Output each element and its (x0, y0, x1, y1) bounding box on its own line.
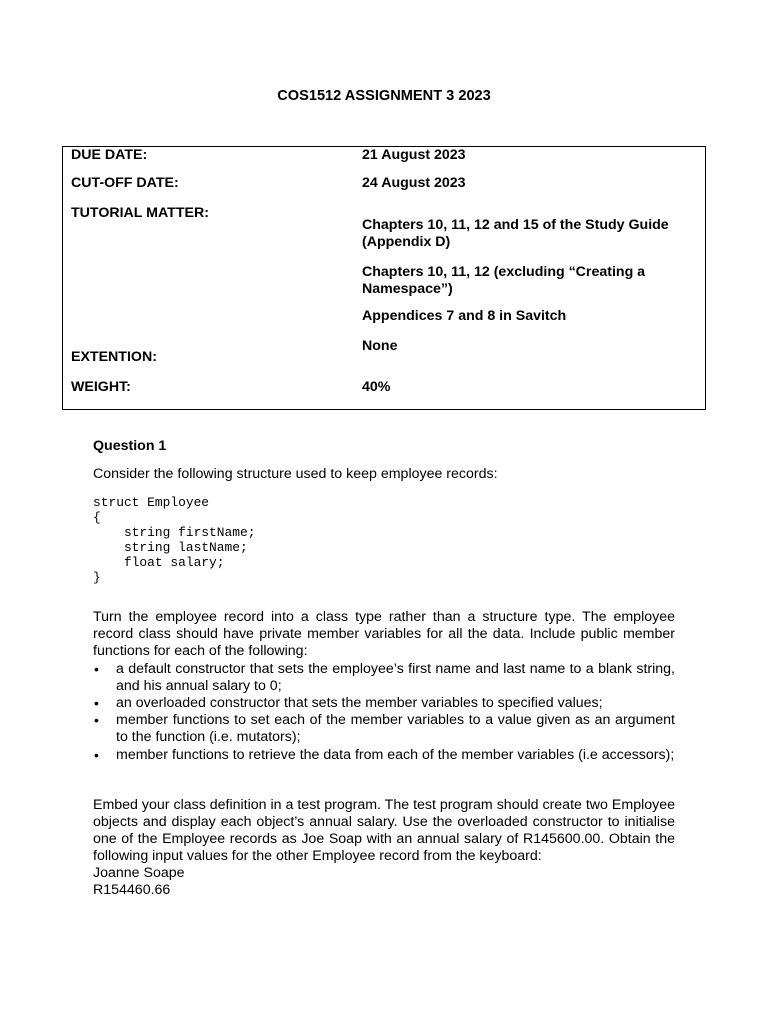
assignment-info-box (62, 146, 706, 410)
list-item (93, 695, 675, 712)
input-value-name: Joanne Soape (93, 865, 185, 881)
test-program-paragraph: Embed your class definition in a test program. The test program should create two Employee objects and display each object’s annual salary. Use the overloaded constructor to initialise one of the Employee records as Joe Soap with an annual salary of R145600.00. Obtain the following input values for the other Employee record from the keyboard: (93, 797, 675, 864)
bullet-icon: • (94, 746, 99, 763)
instructions-paragraph: Turn the employee record into a class type rather than a structure type. The employee record class should have private member variables for all the data. Include public member functions for each of the following: (93, 609, 675, 660)
list-item-text: a default constructor that sets the employee’s first name and last name to a blank string, and his annual salary to 0; (116, 660, 675, 694)
tutorial-matter-chapters: Chapters 10, 11, 12 (excluding “Creating a Namespace”) (362, 264, 646, 297)
code-line: float salary; (93, 555, 225, 570)
weight-label: WEIGHT: (71, 379, 131, 395)
tutorial-matter-study-guide: Chapters 10, 11, 12 and 15 of the Study Guide (Appendix D) (362, 217, 669, 250)
bullet-icon: • (94, 660, 99, 677)
weight-value: 40% (362, 379, 391, 395)
code-line: string firstName; (93, 525, 256, 540)
tutorial-matter-appendices: Appendices 7 and 8 in Savitch (362, 308, 567, 324)
list-item-text: member functions to retrieve the data from each of the member variables (i.e accessors); (116, 746, 675, 763)
test-program-section (93, 797, 675, 899)
cutoff-date-value: 24 August 2023 (362, 175, 466, 191)
instructions-section (93, 609, 675, 764)
extension-label: EXTENTION: (71, 349, 157, 365)
code-line: { (93, 510, 101, 525)
list-item-text: member functions to set each of the member variables to a value given as an argument to the function (i.e. mutators); (116, 712, 675, 746)
list-item (93, 661, 675, 695)
code-line: } (93, 570, 101, 585)
due-date-label: DUE DATE: (71, 147, 148, 163)
question-heading: Question 1 (93, 438, 167, 454)
extension-value: None (362, 338, 398, 354)
code-line: string lastName; (93, 540, 248, 555)
cutoff-date-label: CUT-OFF DATE: (71, 175, 179, 191)
code-block (93, 495, 255, 585)
list-item (93, 747, 675, 764)
due-date-value: 21 August 2023 (362, 147, 466, 163)
question-intro: Consider the following structure used to keep employee records: (93, 466, 498, 482)
input-value-salary: R154460.66 (93, 882, 171, 898)
list-item-text: an overloaded constructor that sets the member variables to specified values; (116, 695, 603, 712)
requirements-list (93, 661, 675, 764)
list-item (93, 712, 675, 746)
code-line: struct Employee (93, 495, 210, 510)
bullet-icon: • (94, 695, 99, 712)
page-title: COS1512 ASSIGNMENT 3 2023 (277, 88, 491, 104)
tutorial-matter-label: TUTORIAL MATTER: (71, 205, 209, 221)
bullet-icon: • (94, 712, 99, 729)
